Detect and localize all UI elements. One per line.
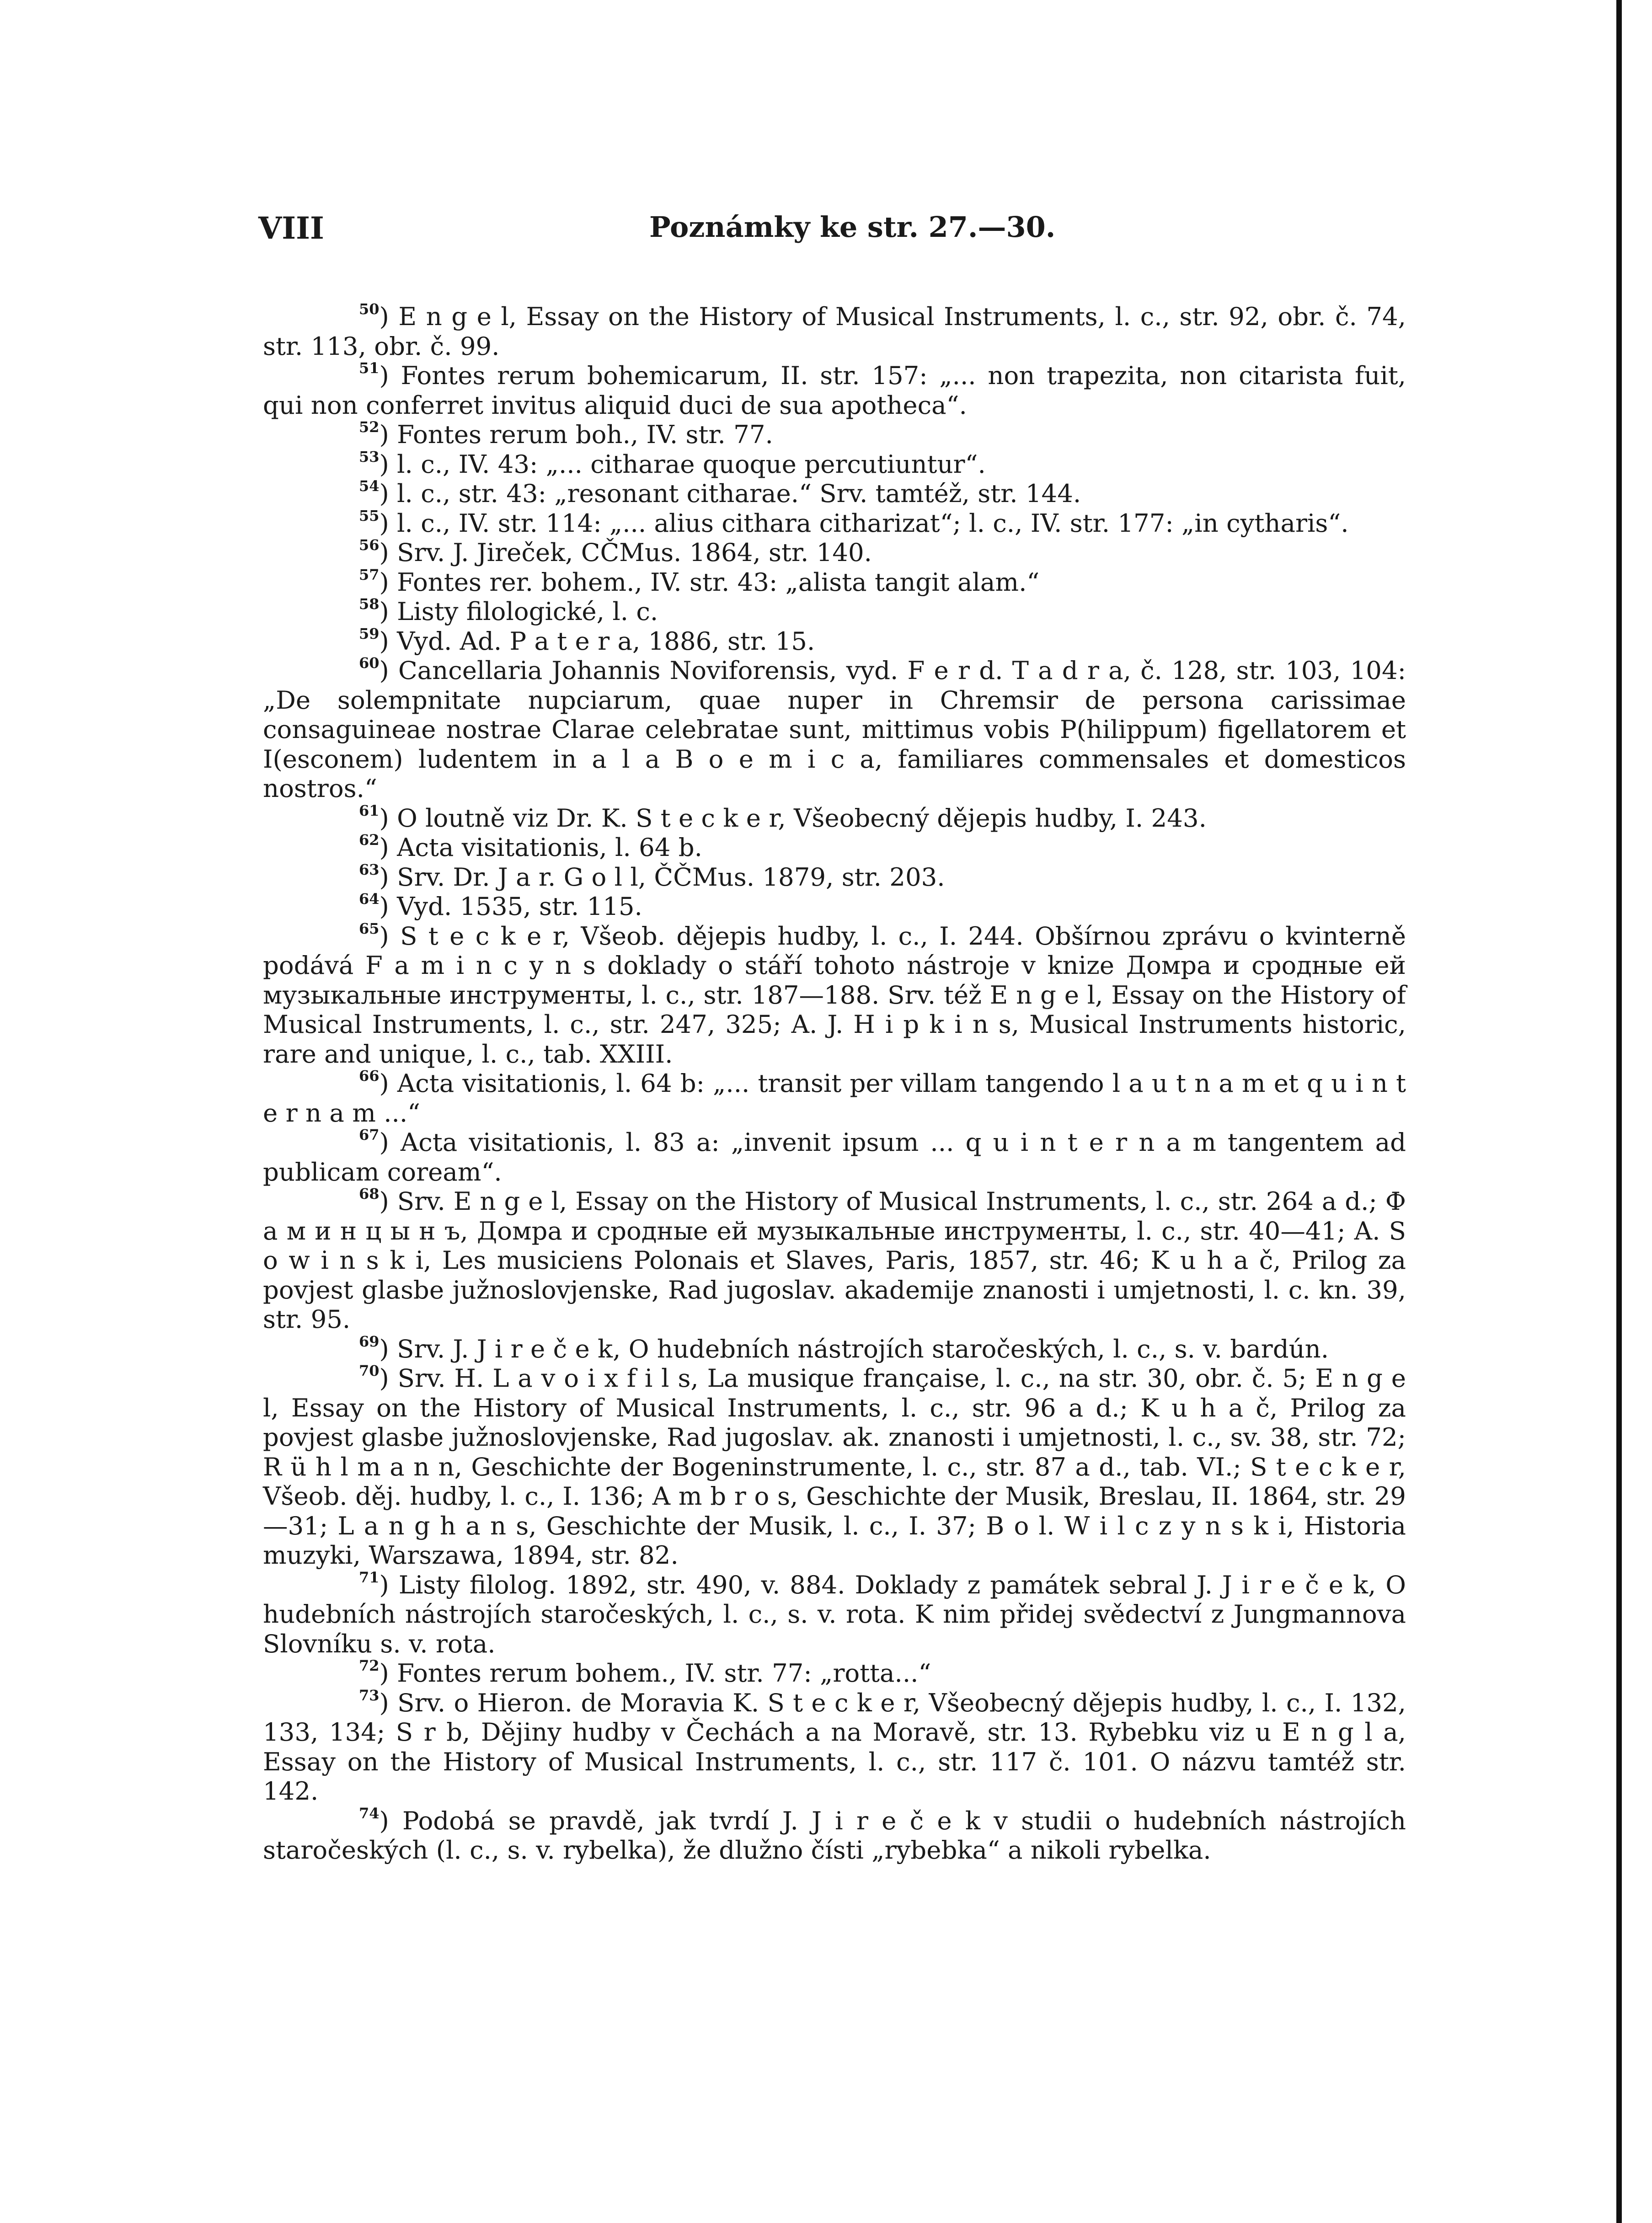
- footnote-text: Cancellaria Johannis Noviforensis, vyd. F e r d. T a d r a, č. 128, str. 103, 104: „De solempnitate nupciarum, quae nuper in Chremsir de persona carissimae consaguineae nostrae Clarae celebratae sunt, mittimus vobis P(hilippum) figellatorem et I(esconem) ludentem in a l a B o e m i c a, familiares commensales et domesticos nostros.“: [263, 656, 1406, 803]
- footnote-number: 54: [359, 477, 380, 495]
- footnote-number: 64: [359, 890, 380, 908]
- footnote-paren: ): [379, 656, 398, 685]
- footnote-number: 52: [359, 418, 380, 436]
- footnote-number: 59: [359, 625, 380, 642]
- footnote-paren: ): [379, 1334, 397, 1363]
- footnote-paren: ): [379, 892, 397, 921]
- footnote-number: 72: [359, 1657, 380, 1674]
- footnote-paren: ): [379, 361, 401, 390]
- footnote-number: 71: [359, 1568, 380, 1586]
- footnote-text: Srv. J. J i r e č e k, O hudebních nástrojích staročeských, l. c., s. v. bardún.: [397, 1334, 1329, 1363]
- footnote-text: Vyd. 1535, str. 115.: [397, 892, 642, 921]
- footnote-paren: ): [379, 803, 397, 833]
- footnote-50: [263, 302, 1406, 361]
- footnote-paren: ): [379, 1186, 397, 1216]
- footnote-number: 68: [359, 1185, 380, 1202]
- footnote-73: [263, 1688, 1406, 1806]
- footnote-text: Vyd. Ad. P a t e r a, 1886, str. 15.: [397, 626, 815, 656]
- footnote-number: 56: [359, 536, 380, 554]
- footnotes-list: [263, 302, 1406, 1865]
- footnote-number: 55: [359, 507, 380, 524]
- footnote-number: 63: [359, 860, 380, 878]
- footnote-number: 67: [359, 1126, 380, 1144]
- footnote-paren: ): [379, 1806, 403, 1835]
- footnote-number: 70: [359, 1362, 380, 1379]
- footnote-51: [263, 361, 1406, 420]
- footnote-text: Srv. E n g e l, Essay on the History of Musical Instruments, l. c., str. 264 a d.; Ф а м и н ц ы н ъ, Домра и сродные ей музыкальные инструменты, l. c., str. 40—41; A. S o w i n s k i, Les musiciens Polonais et Slaves, Paris, 1857, str. 46; K u h a č, Prilog za povjest glasbe južnoslovjenske, Rad jugoslav. akademije znanosti i umjetnosti, l. c. kn. 39, str. 95.: [263, 1186, 1406, 1334]
- footnote-paren: ): [379, 1688, 398, 1717]
- footnote-paren: ): [379, 1363, 398, 1393]
- footnote-68: [263, 1186, 1406, 1334]
- footnote-64: [263, 892, 1406, 921]
- footnote-number: 74: [359, 1804, 380, 1822]
- footnote-paren: ): [379, 1570, 399, 1599]
- footnote-66: [263, 1069, 1406, 1128]
- footnote-paren: ): [379, 862, 397, 892]
- footnote-74: [263, 1806, 1406, 1865]
- footnote-number: 62: [359, 831, 380, 849]
- footnote-text: Srv. Dr. J a r. G o l l, ČČMus. 1879, str. 203.: [397, 862, 945, 892]
- footnote-number: 51: [359, 359, 380, 377]
- page-number: VIII: [258, 210, 324, 246]
- footnote-57: [263, 567, 1406, 597]
- footnote-59: [263, 626, 1406, 656]
- footnote-number: 73: [359, 1686, 380, 1704]
- footnote-number: 53: [359, 448, 380, 465]
- footnote-62: [263, 833, 1406, 862]
- footnote-text: Srv. H. L a v o i x f i l s, La musique française, l. c., na str. 30, obr. č. 5; E n g e l, Essay on the History of Musical Instruments, l. c., str. 96 a d.; K u h a č, Prilog za povjest glasbe južnoslovjenske, Rad jugoslav. ak. znanosti i umjetnosti, l. c., sv. 38, str. 72; R ü h l m a n n, Geschichte der Bogeninstrumente, l. c., str. 87 a d., tab. VI.; S t e c k e r, Všeob. děj. hudby, l. c., I. 136; A m b r o s, Geschichte der Musik, Breslau, II. 1864, str. 29—31; L a n g h a n s, Geschichte der Musik, l. c., I. 37; B o l. W i l c z y n s k i, Historia muzyki, Warszawa, 1894, str. 82.: [263, 1363, 1406, 1570]
- footnote-text: l. c., IV. 43: „... citharae quoque percutiuntur“.: [397, 449, 986, 479]
- footnote-number: 58: [359, 595, 380, 613]
- footnote-70: [263, 1363, 1406, 1570]
- footnote-56: [263, 538, 1406, 567]
- footnote-text: E n g e l, Essay on the History of Musical Instruments, l. c., str. 92, obr. č. 74, str. 113, obr. č. 99.: [263, 302, 1406, 361]
- footnote-text: Srv. J. Jireček, CČMus. 1864, str. 140.: [397, 538, 872, 567]
- footnote-text: l. c., IV. str. 114: „... alius cithara citharizat“; l. c., IV. str. 177: „in cytharis“.: [397, 508, 1349, 538]
- footnote-71: [263, 1570, 1406, 1659]
- footnote-paren: ): [379, 1658, 397, 1688]
- footnote-63: [263, 862, 1406, 892]
- footnote-number: 61: [359, 802, 380, 819]
- footnote-paren: ): [379, 1069, 397, 1098]
- footnote-number: 66: [359, 1067, 380, 1085]
- footnote-paren: ): [379, 921, 401, 951]
- footnote-text: Fontes rerum boh., IV. str. 77.: [397, 420, 773, 449]
- footnote-number: 50: [359, 300, 380, 318]
- footnote-text: Acta visitationis, l. 83 a: „invenit ipsum ... q u i n t e r n a m tangentem ad publicam coream“.: [263, 1128, 1406, 1186]
- footnote-text: Fontes rerum bohem., IV. str. 77: „rotta...“: [397, 1658, 931, 1688]
- footnote-text: Acta visitationis, l. 64 b: „... transit per villam tangendo l a u t n a m et q u i n t e r n a m ...“: [263, 1069, 1406, 1128]
- footnote-number: 60: [359, 654, 380, 672]
- footnote-paren: ): [379, 449, 397, 479]
- footnote-65: [263, 921, 1406, 1069]
- footnote-text: Fontes rer. bohem., IV. str. 43: „alista tangit alam.“: [397, 567, 1040, 597]
- footnote-number: 57: [359, 566, 380, 583]
- footnote-54: [263, 479, 1406, 508]
- footnote-paren: ): [379, 420, 397, 449]
- footnote-55: [263, 508, 1406, 538]
- footnote-paren: ): [379, 302, 399, 331]
- footnote-paren: ): [379, 1128, 401, 1157]
- page-title: Poznámky ke str. 27.—30.: [649, 210, 1056, 244]
- footnote-text: Listy filologické, l. c.: [397, 597, 658, 626]
- footnote-number: 65: [359, 919, 380, 937]
- footnote-paren: ): [379, 479, 397, 508]
- footnote-paren: ): [379, 508, 397, 538]
- footnote-paren: ): [379, 538, 397, 567]
- footnote-text: O loutně viz Dr. K. S t e c k e r, Všeobecný dějepis hudby, I. 243.: [397, 803, 1207, 833]
- footnote-72: [263, 1658, 1406, 1688]
- footnote-69: [263, 1334, 1406, 1364]
- footnote-text: l. c., str. 43: „resonant citharae.“ Srv. tamtéž, str. 144.: [397, 479, 1081, 508]
- footnote-61: [263, 803, 1406, 833]
- footnote-53: [263, 449, 1406, 479]
- footnote-52: [263, 420, 1406, 449]
- footnote-paren: ): [379, 567, 397, 597]
- footnote-paren: ): [379, 597, 397, 626]
- footnote-text: Srv. o Hieron. de Moravia K. S t e c k e r, Všeobecný dějepis hudby, l. c., I. 132, 133, 134; S r b, Dějiny hudby v Čechách a na Moravě, str. 13. Rybebku viz u E n g l a, Essay on the History of Musical Instruments, l. c., str. 117 č. 101. O názvu tamtéž str. 142.: [263, 1688, 1406, 1806]
- footnote-text: Podobá se pravdě, jak tvrdí J. J i r e č e k v studii o hudebních nástrojích staročeských (l. c., s. v. rybelka), že dlužno čísti „rybebka“ a nikoli rybelka.: [263, 1806, 1406, 1865]
- footnote-text: Acta visitationis, l. 64 b.: [397, 833, 702, 862]
- footnote-58: [263, 597, 1406, 626]
- footnote-number: 69: [359, 1332, 380, 1350]
- footnote-text: Listy filolog. 1892, str. 490, v. 884. Doklady z památek sebral J. J i r e č e k, O hudebních nástrojích staročeských, l. c., s. v. rota. K nim přidej svědectví z Jungmannova Slovníku s. v. rota.: [263, 1570, 1406, 1658]
- page-edge-shadow: [1616, 0, 1622, 2223]
- footnote-text: S t e c k e r, Všeob. dějepis hudby, l. c., I. 244. Obšírnou zprávu o kvinterně podává F a m i n c y n s doklady o stáří tohoto nástroje v knize Домра и сродные ей музыкальные инструменты, l. c., str. 187—188. Srv. též E n g e l, Essay on the History of Musical Instruments, l. c., str. 247, 325; A. J. H i p k i n s, Musical Instruments historic, rare and unique, l. c., tab. XXIII.: [263, 921, 1406, 1069]
- footnote-60: [263, 656, 1406, 803]
- footnote-paren: ): [379, 833, 397, 862]
- footnote-text: Fontes rerum bohemicarum, II. str. 157: „... non trapezita, non citarista fuit, qui non conferret invitus aliquid duci de sua apotheca“.: [263, 361, 1406, 420]
- footnote-paren: ): [379, 626, 397, 656]
- footnote-67: [263, 1128, 1406, 1186]
